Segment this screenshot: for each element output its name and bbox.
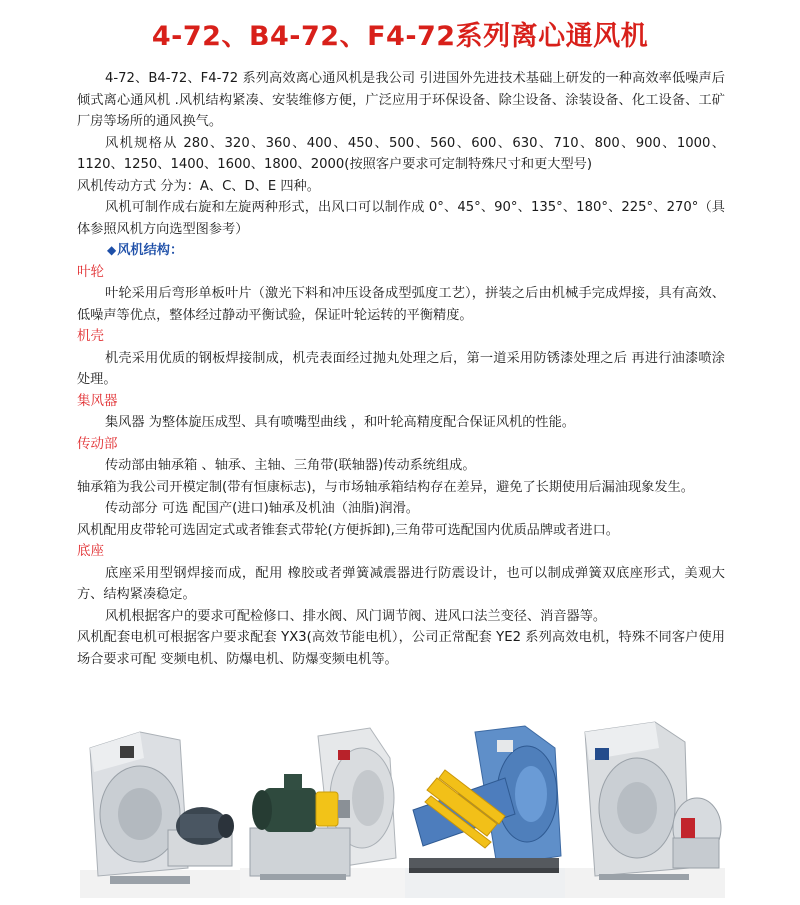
impeller-paragraph: 叶轮采用后弯形单板叶片（激光下料和冲压设备成型弧度工艺），拼装之后由机械手完成焊接，具有高效、低噪声等优点，整体经过静动平衡试验，保证叶轮运转的平衡精度。 <box>77 286 725 323</box>
article-body <box>77 68 725 670</box>
section-heading-transmission: 传动部 <box>77 435 118 452</box>
transmission-paragraph-4: 风机配用皮带轮可选固定式或者锥套式带轮(方便拆卸),三角带可选配国内优质品牌或者进口。 <box>77 522 619 538</box>
transmission-paragraph-2: 轴承箱为我公司开模定制(带有恒康标志)，与市场轴承箱结构存在差异，避免了长期使用后漏油现象发生。 <box>77 479 694 495</box>
transmission-paragraph-1: 传动部由轴承箱 、轴承、主轴、三角带(联轴器)传动系统组成。 <box>105 458 476 473</box>
intro-paragraph-4: 风机可制作成右旋和左旋两种形式，出风口可以制作成 0°、45°、90°、135°、180°、225°、270°（具体参照风机方向选型图参考） <box>77 200 725 237</box>
section-heading-collector: 集风器 <box>77 392 118 409</box>
fan-photo-grey-belt <box>80 718 240 898</box>
fan-photo-grey-motor <box>565 718 725 898</box>
page-title: 4-72、B4-72、F4-72系列离心通风机 <box>151 21 649 52</box>
section-heading-base: 底座 <box>77 543 104 559</box>
section-heading-impeller: 叶轮 <box>77 263 104 280</box>
intro-paragraph-2: 风机规格从 280、320、360、400、450、500、560、600、630、710、800、900、1000、1120、1250、1400、1600、1800、2000(按照客户要求可定制特殊尺寸和更大型号) <box>77 135 725 172</box>
diamond-icon: ◆ <box>107 243 117 257</box>
section-heading-casing: 机壳 <box>77 328 104 344</box>
base-paragraph-1: 底座采用型钢焊接而成，配用 橡胶或者弹簧减震器进行防震设计，也可以制成弹簧双底座形式，美观大方、结构紧凑稳定。 <box>77 565 725 602</box>
fan-photo-blue-open <box>405 718 565 898</box>
structure-heading-label: 风机结构： <box>117 243 184 258</box>
base-paragraph-3: 风机配套电机可根据客户要求配套 YX3(高效节能电机），公司正常配套 YE2 系列高效电机，特殊不同客户使用场合要求可配 变频电机、防爆电机、防爆变频电机等。 <box>77 630 725 667</box>
transmission-paragraph-3: 传动部分 可选 配国产(进口)轴承及机油（油脂)润滑。 <box>105 501 419 516</box>
base-paragraph-2: 风机根据客户的要求可配检修口、排水阀、风门调节阀、进风口法兰变径、消音器等。 <box>105 608 607 624</box>
fan-photo-direct-drive <box>240 718 405 898</box>
structure-heading <box>77 240 725 262</box>
intro-paragraph-1: 4-72、B4-72、F4-72 系列高效离心通风机是我公司 引进国外先进技术基础上研发的一种高效率低噪声后倾式离心通风机 .风机结构紧凑、安装维修方便，广泛应用于环保设备、除尘设备、涂装设备、化工设备、工矿厂房等场所的通风换气。 <box>77 71 725 129</box>
product-photo-strip <box>80 718 725 898</box>
intro-paragraph-3: 风机传动方式 分为：A、C、D、E 四种。 <box>77 178 320 194</box>
casing-paragraph: 机壳采用优质的钢板焊接制成，机壳表面经过抛丸处理之后，第一道采用防锈漆处理之后 再进行油漆喷涂处理。 <box>77 350 725 387</box>
collector-paragraph: 集风器 为整体旋压成型、具有喷嘴型曲线 ，和叶轮高精度配合保证风机的性能。 <box>105 415 575 430</box>
